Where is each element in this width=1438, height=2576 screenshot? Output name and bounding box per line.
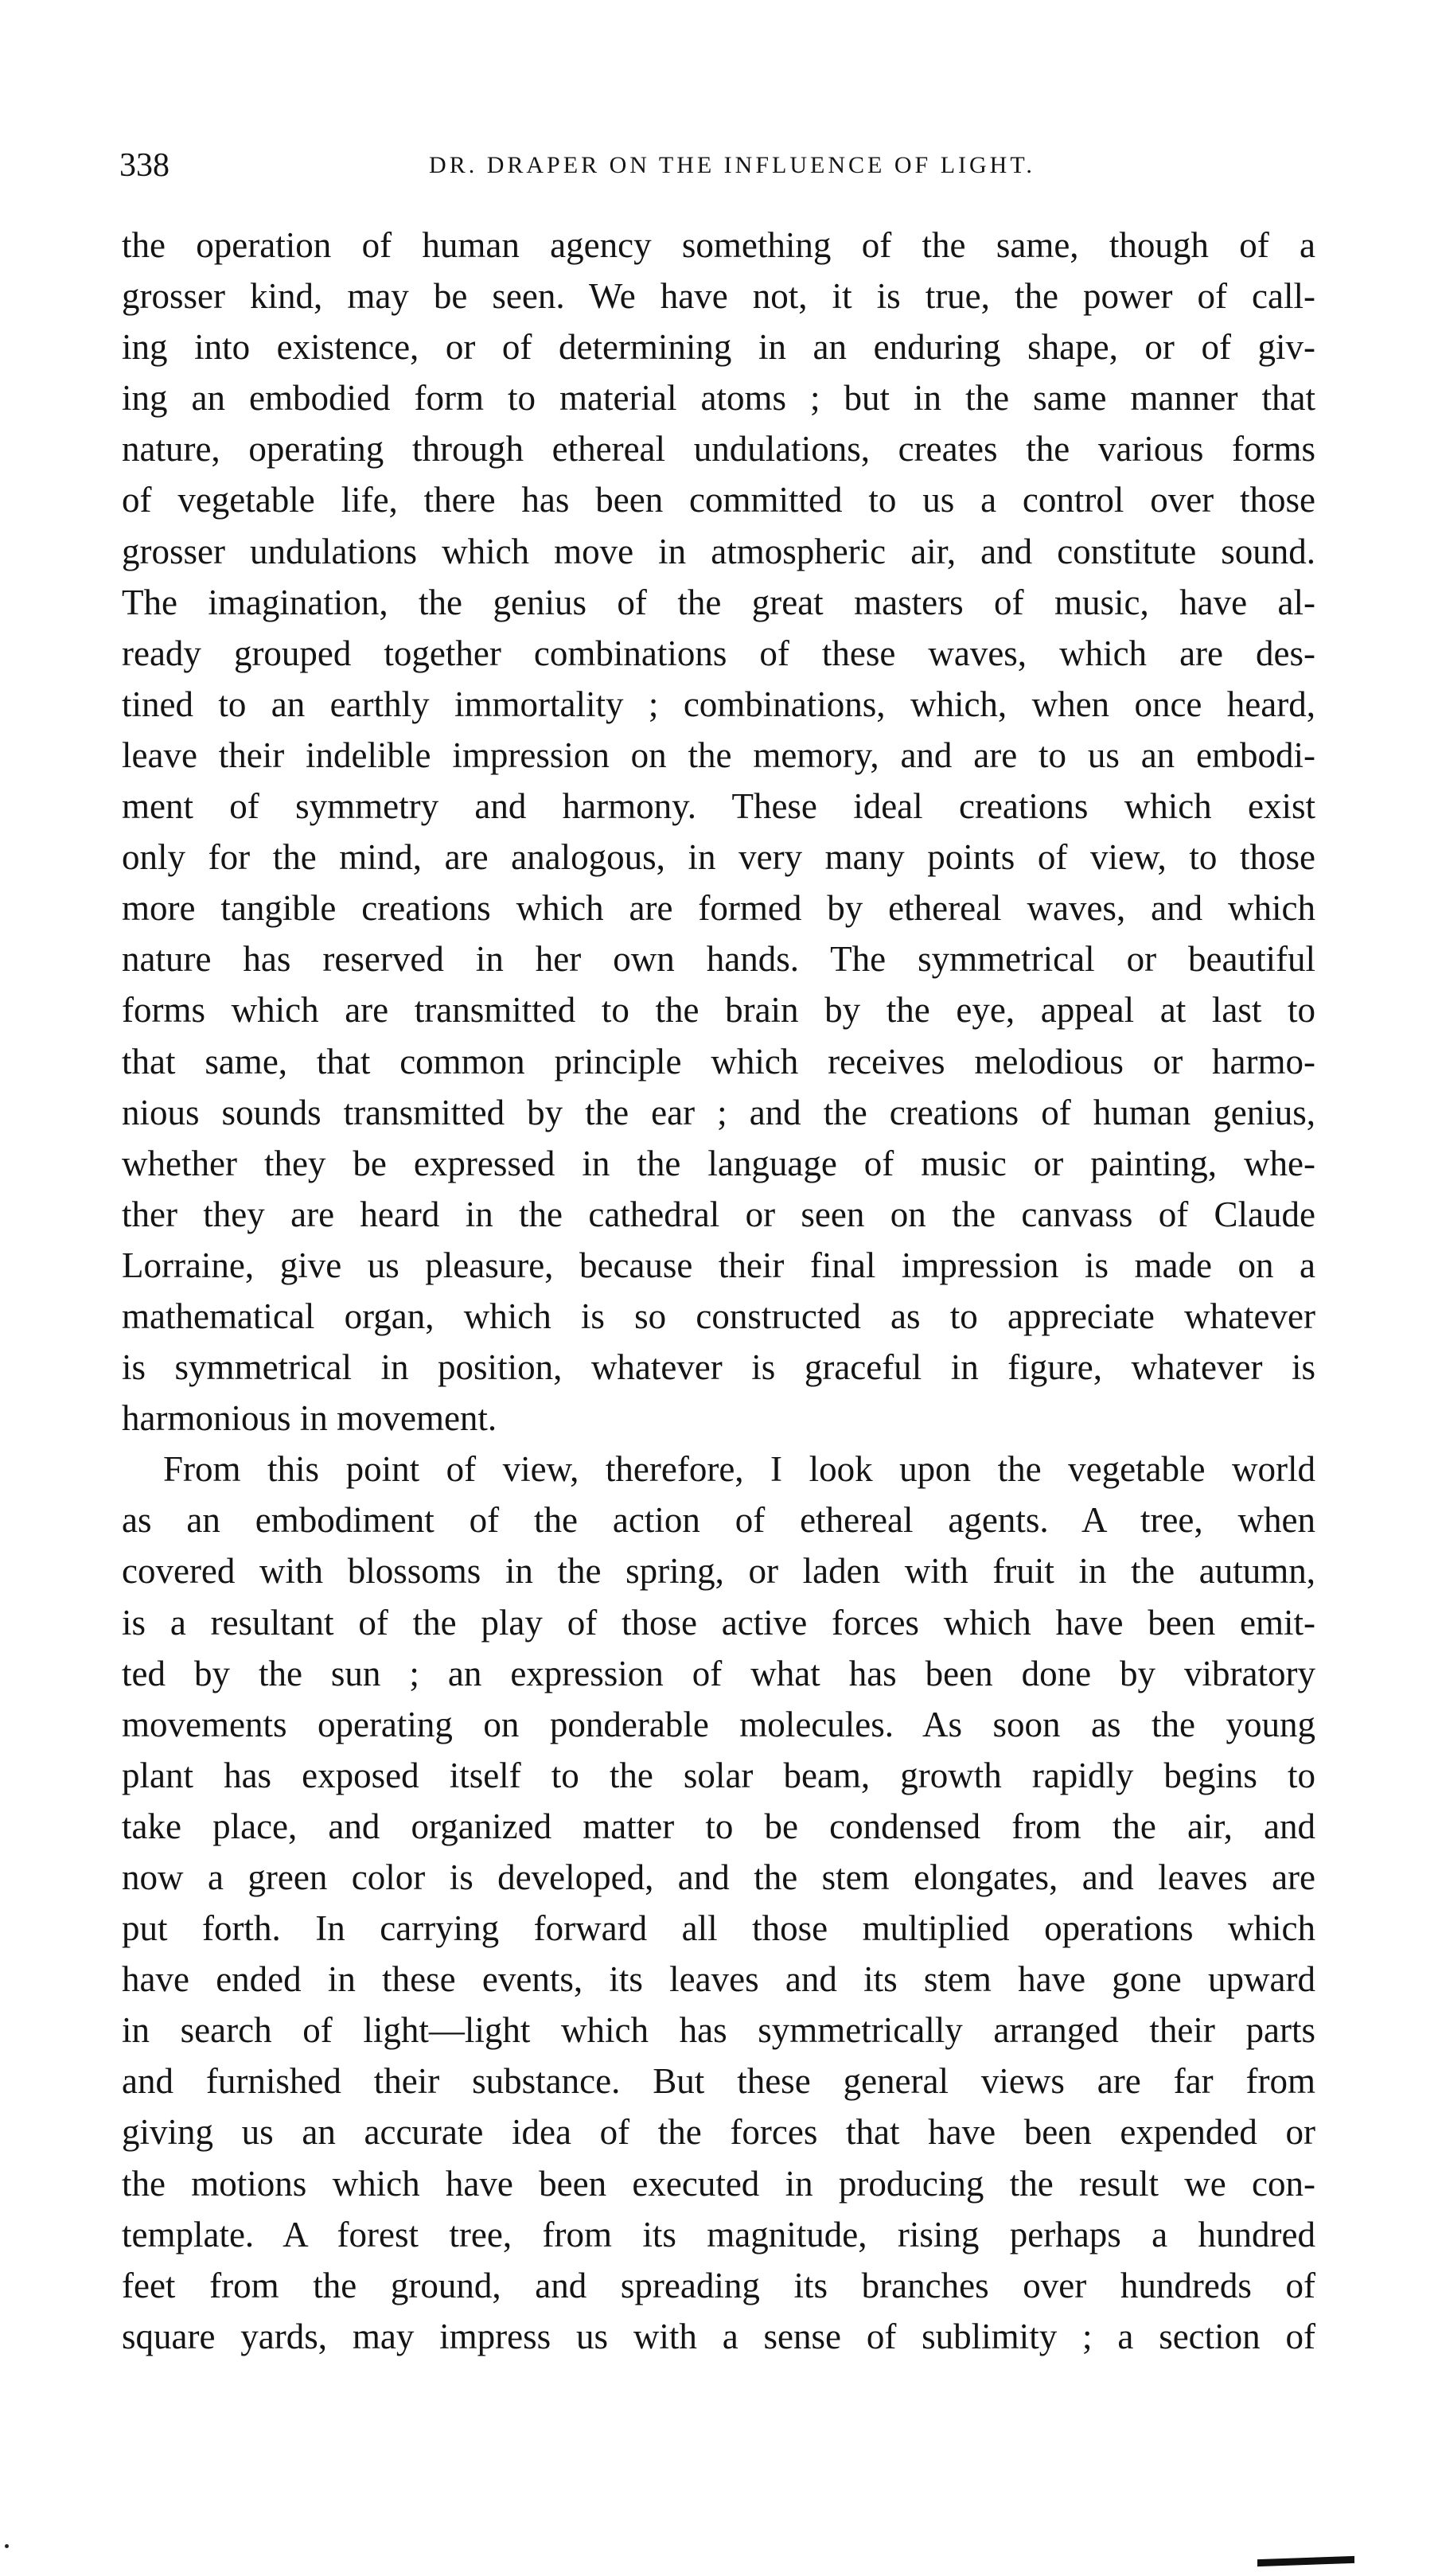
text-line: ing an embodied form to material atoms ; but in the same manner that — [122, 378, 1315, 419]
page-number: 338 — [119, 147, 170, 184]
text-line: ment of symmetry and harmony. These ideal creations which exist — [122, 786, 1315, 827]
text-line: tined to an earthly immortality ; combinations, which, when once heard, — [122, 684, 1315, 724]
text-line: in search of light—light which has symmetrically arranged their parts — [122, 2010, 1315, 2051]
text-line: ted by the sun ; an expression of what has been done by vibratory — [122, 1653, 1315, 1693]
text-line: ther they are heard in the cathedral or seen on the canvass of Claude — [122, 1194, 1315, 1234]
text-line: leave their indelible impression on the memory, and are to us an embodi- — [122, 735, 1315, 775]
text-line: and furnished their substance. But these general views are far from — [122, 2061, 1315, 2102]
text-line: The imagination, the genius of the great masters of music, have al- — [122, 582, 1315, 622]
text-line: of vegetable life, there has been committed to us a control over those — [122, 480, 1315, 520]
text-line: plant has exposed itself to the solar beam, growth rapidly begins to — [122, 1755, 1315, 1795]
text-line: put forth. In carrying forward all those multiplied operations which — [122, 1908, 1315, 1949]
text-line: that same, that common principle which receives melodious or harmo- — [122, 1041, 1315, 1081]
running-head — [119, 142, 1345, 189]
text-line: whether they be expressed in the language of music or painting, whe- — [122, 1143, 1315, 1183]
text-line: giving us an accurate idea of the forces that have been expended or — [122, 2112, 1315, 2153]
text-line: feet from the ground, and spreading its branches over hundreds of — [122, 2265, 1315, 2305]
text-line: ing into existence, or of determining in an enduring shape, or of giv- — [122, 327, 1315, 368]
text-line: take place, and organized matter to be condensed from the air, and — [122, 1806, 1315, 1846]
text-line: template. A forest tree, from its magnitude, rising perhaps a hundred — [122, 2214, 1315, 2254]
text-line: square yards, may impress us with a sense of sublimity ; a section of — [122, 2316, 1315, 2356]
scan-edge-mark — [1257, 2556, 1354, 2566]
text-line: nature has reserved in her own hands. The symmetrical or beautiful — [122, 939, 1315, 980]
text-line: the operation of human agency something of the same, though of a — [122, 225, 1315, 265]
text-line: movements operating on ponderable molecules. As soon as the young — [122, 1704, 1315, 1744]
text-line: is symmetrical in position, whatever is graceful in figure, whatever is — [122, 1347, 1315, 1388]
text-line: grosser undulations which move in atmospheric air, and constitute sound. — [122, 531, 1315, 571]
text-line: more tangible creations which are formed by ethereal waves, and which — [122, 888, 1315, 929]
body-text — [122, 220, 1315, 2362]
scan-speck — [5, 2544, 9, 2548]
text-line-paragraph-end: harmonious in movement. — [122, 1398, 497, 1439]
text-line: nious sounds transmitted by the ear ; and the creations of human genius, — [122, 1092, 1315, 1132]
text-line: have ended in these events, its leaves and its stem have gone upward — [122, 1959, 1315, 2000]
text-line: Lorraine, give us pleasure, because their final impression is made on a — [122, 1245, 1315, 1285]
text-line: mathematical organ, which is so constructed as to appreciate whatever — [122, 1296, 1315, 1336]
running-title: DR. DRAPER ON THE INFLUENCE OF LIGHT. — [429, 152, 1035, 178]
text-line: only for the mind, are analogous, in very many points of view, to those — [122, 837, 1315, 878]
text-line-paragraph-start: From this point of view, therefore, I look upon the vegetable world — [163, 1449, 1315, 1490]
text-line: nature, operating through ethereal undulations, creates the various forms — [122, 429, 1315, 470]
text-line: covered with blossoms in the spring, or laden with fruit in the autumn, — [122, 1551, 1315, 1592]
text-line: now a green color is developed, and the stem elongates, and leaves are — [122, 1857, 1315, 1897]
text-line: forms which are transmitted to the brain by the eye, appeal at last to — [122, 990, 1315, 1031]
text-line: grosser kind, may be seen. We have not, it is true, the power of call- — [122, 276, 1315, 317]
text-line: is a resultant of the play of those active forces which have been emit- — [122, 1602, 1315, 1643]
text-line: ready grouped together combinations of these waves, which are des- — [122, 633, 1315, 673]
text-line: the motions which have been executed in producing the result we con- — [122, 2163, 1315, 2204]
text-line: as an embodiment of the action of ethereal agents. A tree, when — [122, 1500, 1315, 1541]
